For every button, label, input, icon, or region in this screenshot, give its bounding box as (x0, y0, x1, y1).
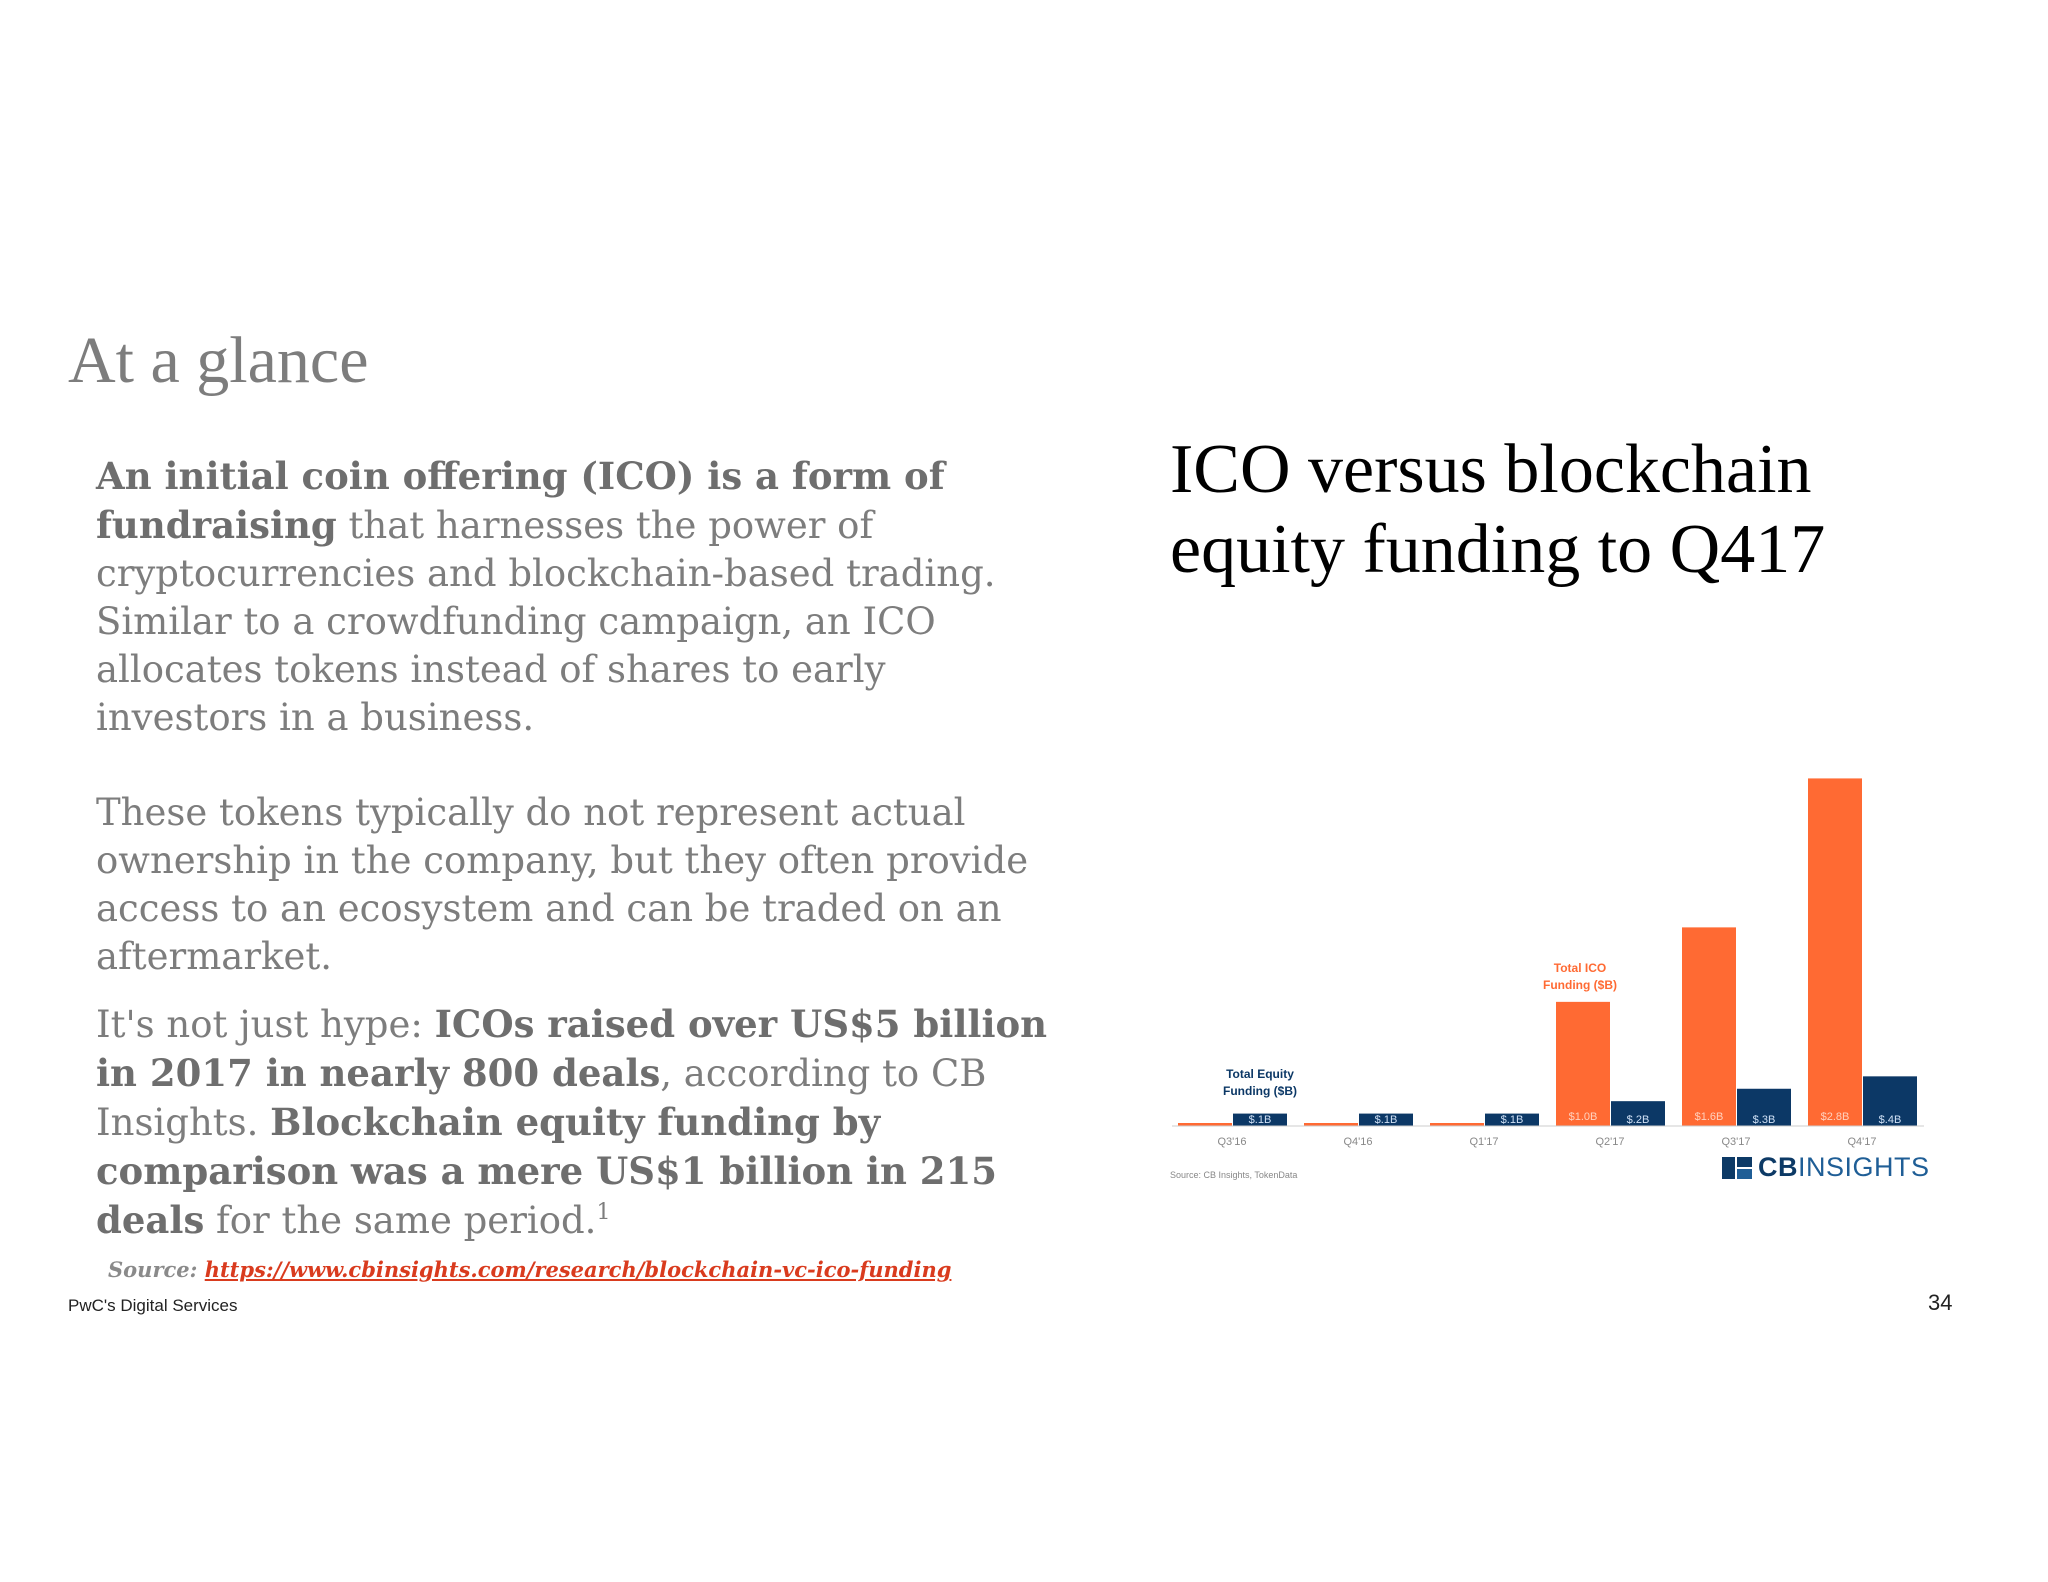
page-title: At a glance (68, 324, 369, 397)
cbinsights-logo-icon (1722, 1157, 1752, 1179)
source-label: Source: (108, 1257, 205, 1282)
chart-source-note: Source: CB Insights, TokenData (1170, 1170, 1298, 1180)
tokens-paragraph: These tokens typically do not represent actual ownership in the company, but they often provide access to an ecosystem and can be traded on an aftermarket. (96, 791, 1029, 978)
equity-legend-label-1: Funding ($B) (1223, 1084, 1297, 1098)
x-tick-label-2: Q1'17 (1469, 1136, 1499, 1148)
ico-legend-label-0: Total ICO (1553, 961, 1607, 975)
cbinsights-logo (1722, 1152, 1930, 1183)
ico-stats-paragraph (96, 1000, 1056, 1245)
stats-bold-equity: Blockchain equity funding by comparison was a mere US$1 billion in 215 deals (96, 1100, 998, 1242)
ico-value-label-3: $1.0B (1568, 1111, 1598, 1123)
intro-rest: that harnesses the power of cryptocurrencies and blockchain-based trading. Similar to a crowdfunding campaign, an ICO allocates tokens instead of shares to early investors in a business. (96, 504, 996, 739)
footer-company: PwC's Digital Services (68, 1296, 238, 1315)
page-number: 34 (1928, 1290, 1953, 1315)
stats-lead: It's not just hype: (96, 1003, 435, 1046)
x-tick-label-4: Q3'17 (1721, 1136, 1751, 1148)
stats-mid: , according to CB Insights. (96, 1052, 987, 1144)
ico-bar-4 (1682, 927, 1736, 1126)
ico-bar-3 (1556, 1002, 1610, 1126)
x-tick-label-5: Q4'17 (1847, 1136, 1877, 1148)
equity-value-label-2: $.1B (1500, 1114, 1524, 1126)
logo-cb-text: CB (1758, 1152, 1798, 1182)
footnote-marker: 1 (596, 1200, 611, 1225)
intro-bold-lead: An initial coin offering (ICO) is a form of fundraising (96, 454, 945, 547)
ico-value-label-5: $2.8B (1820, 1111, 1850, 1123)
equity-value-label-3: $.2B (1626, 1114, 1650, 1126)
equity-value-label-4: $.3B (1752, 1114, 1776, 1126)
equity-value-label-0: $.1B (1248, 1114, 1272, 1126)
source-line (108, 1257, 951, 1282)
x-tick-label-0: Q3'16 (1217, 1136, 1247, 1148)
funding-bar-chart (1150, 740, 1950, 1200)
intro-paragraph (96, 452, 1056, 742)
ico-bar-5 (1808, 778, 1862, 1126)
ico-value-label-4: $1.6B (1694, 1111, 1724, 1123)
x-tick-label-3: Q2'17 (1595, 1136, 1625, 1148)
logo-insights-text: INSIGHTS (1798, 1152, 1930, 1182)
equity-legend-label-0: Total Equity (1226, 1067, 1294, 1081)
ico-legend-label-1: Funding ($B) (1543, 978, 1617, 992)
stats-bold-ico: ICOs raised over US$5 billion in 2017 in nearly 800 deals (96, 1002, 1048, 1095)
source-link[interactable]: https://www.cbinsights.com/research/blockchain-vc-ico-funding (204, 1257, 952, 1282)
chart-title: ICO versus blockchain equity funding to Q417 (1170, 431, 1826, 588)
stats-tail: for the same period. (204, 1199, 597, 1242)
equity-value-label-5: $.4B (1878, 1114, 1902, 1126)
x-tick-label-1: Q4'16 (1343, 1136, 1373, 1148)
equity-value-label-1: $.1B (1374, 1114, 1398, 1126)
